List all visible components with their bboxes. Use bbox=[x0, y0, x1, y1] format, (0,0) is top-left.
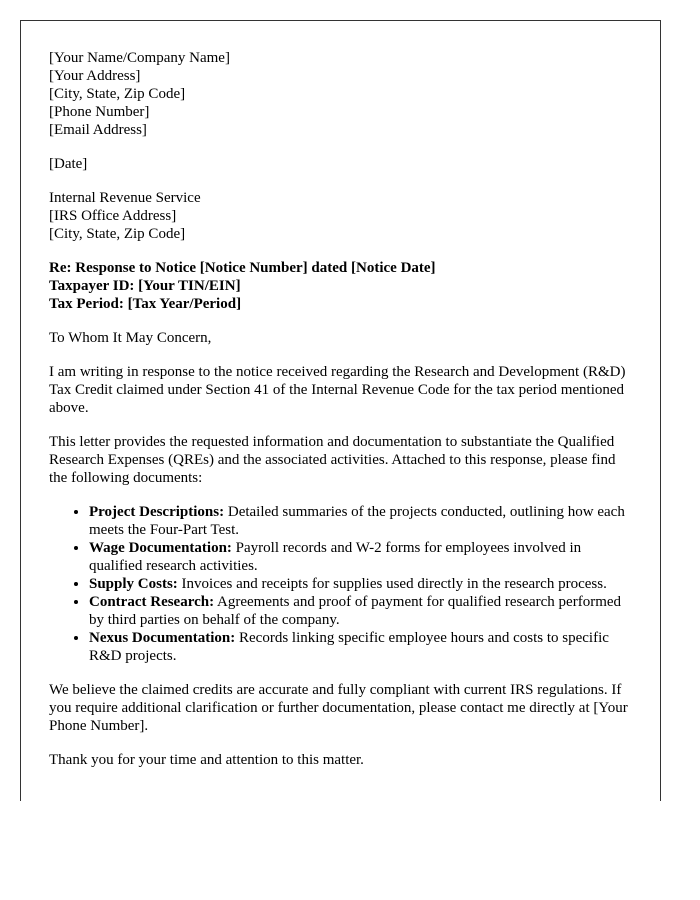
sender-name: [Your Name/Company Name] bbox=[49, 50, 230, 66]
subject-tax-period: Tax Period: [Tax Year/Period] bbox=[49, 296, 242, 312]
subject-block bbox=[49, 259, 631, 313]
sender-block bbox=[49, 49, 631, 139]
recipient-name: Internal Revenue Service bbox=[49, 190, 201, 206]
documents-list bbox=[49, 503, 631, 665]
recipient-block bbox=[49, 189, 631, 243]
list-item bbox=[89, 593, 631, 629]
subject-re: Re: Response to Notice [Notice Number] dated [Notice Date] bbox=[49, 260, 436, 276]
list-item bbox=[89, 503, 631, 539]
subject-taxpayer-id: Taxpayer ID: [Your TIN/EIN] bbox=[49, 278, 241, 294]
sender-address: [Your Address] bbox=[49, 68, 141, 84]
item-text: Invoices and receipts for supplies used directly in the research process. bbox=[177, 576, 607, 592]
sender-phone: [Phone Number] bbox=[49, 104, 150, 120]
list-item bbox=[89, 575, 631, 593]
item-title: Contract Research: bbox=[89, 594, 215, 610]
item-text: Agreements and proof of payment for qualified research performed by third parties on behalf of the company. bbox=[89, 594, 622, 628]
documents-paragraph: This letter provides the requested information and documentation to substantiate the Qualified Research Expenses (QREs) and the associated activities. Attached to this response, please find the following documents: bbox=[49, 434, 616, 486]
item-text: Payroll records and W-2 forms for employees involved in qualified research activities. bbox=[89, 540, 582, 574]
list-item bbox=[89, 629, 631, 665]
item-title: Wage Documentation: bbox=[89, 540, 232, 556]
item-text: Records linking specific employee hours and costs to specific R&D projects. bbox=[89, 630, 609, 664]
recipient-city: [City, State, Zip Code] bbox=[49, 226, 186, 242]
letter-date: [Date] bbox=[49, 156, 88, 172]
recipient-address: [IRS Office Address] bbox=[49, 208, 177, 224]
item-text: Detailed summaries of the projects conducted, outlining how each meets the Four-Part Test. bbox=[89, 504, 625, 538]
letter-page bbox=[20, 20, 661, 801]
intro-paragraph: I am writing in response to the notice received regarding the Research and Development (R&D) Tax Credit claimed under Section 41 of the Internal Revenue Code for the tax period mentioned above. bbox=[49, 364, 626, 416]
sender-email: [Email Address] bbox=[49, 122, 147, 138]
item-title: Supply Costs: bbox=[89, 576, 178, 592]
item-title: Project Descriptions: bbox=[89, 504, 225, 520]
salutation: To Whom It May Concern, bbox=[49, 330, 212, 346]
item-title: Nexus Documentation: bbox=[89, 630, 236, 646]
sender-city: [City, State, Zip Code] bbox=[49, 86, 186, 102]
closing-paragraph: Thank you for your time and attention to this matter. bbox=[49, 752, 364, 768]
compliance-paragraph: We believe the claimed credits are accurate and fully compliant with current IRS regulations. If you require additional clarification or further documentation, please contact me directly at [Your Phone Number]. bbox=[49, 682, 628, 734]
list-item bbox=[89, 539, 631, 575]
